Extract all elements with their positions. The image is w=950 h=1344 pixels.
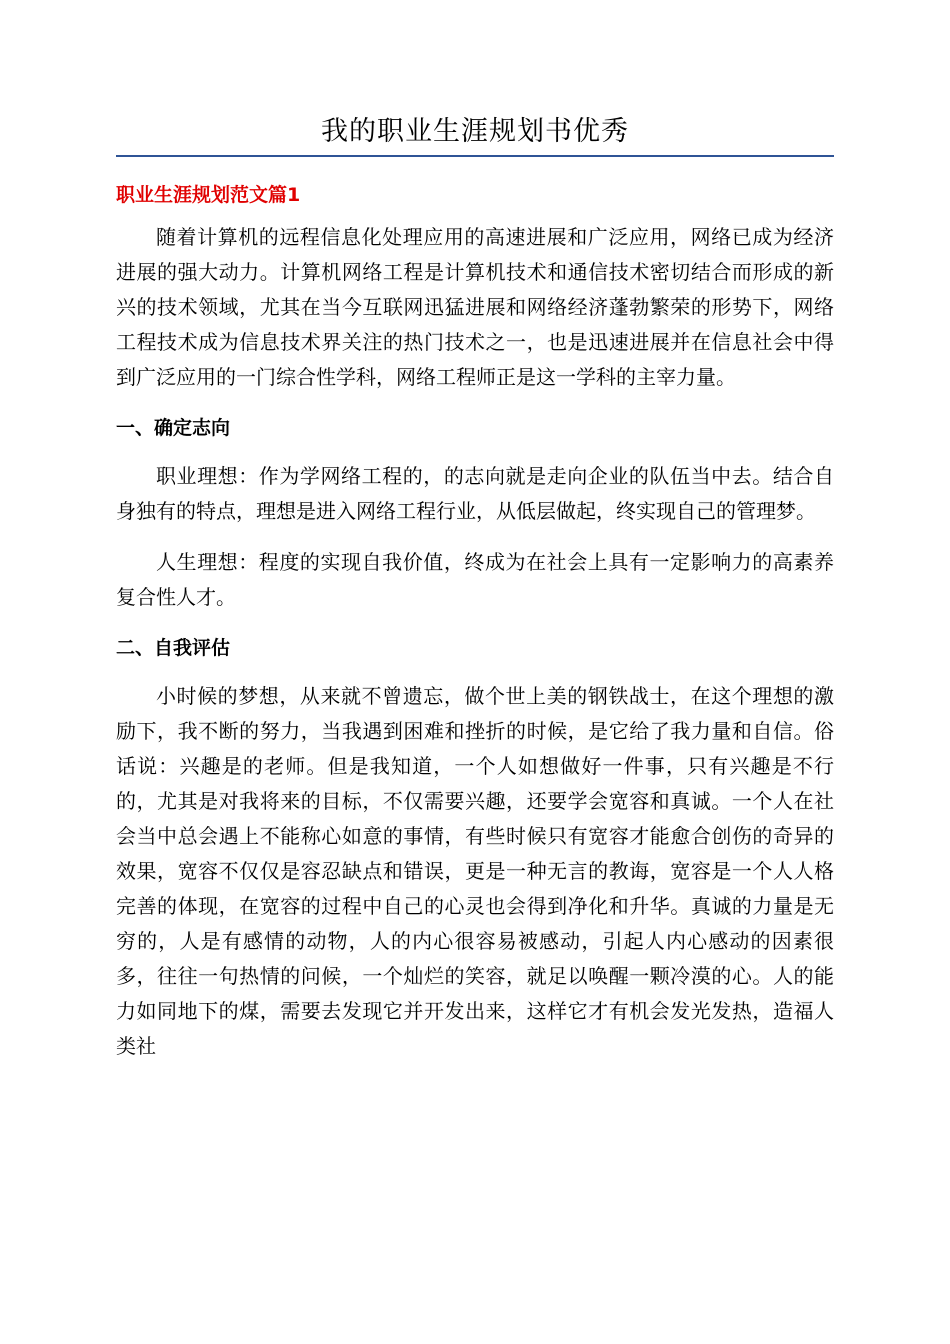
title-underline xyxy=(116,155,834,157)
intro-paragraph: 随着计算机的远程信息化处理应用的高速进展和广泛应用，网络已成为经济进展的强大动力。计算机网络工程是计算机技术和通信技术密切结合而形成的新兴的技术领域，尤其在当今互联网迅猛进展和网络经济蓬勃繁荣的形势下，网络工程技术成为信息技术界关注的热门技术之一，也是迅速进展并在信息社会中得到广泛应用的一门综合性学科，网络工程师正是这一学科的主宰力量。 xyxy=(116,225,834,389)
article-heading: 职业生涯规划范文篇1 xyxy=(116,184,301,206)
document-page xyxy=(116,0,834,1064)
section-heading-self-assessment: 二、自我评估 xyxy=(116,637,231,659)
life-ideal-paragraph: 人生理想：程度的实现自我价值，终成为在社会上具有一定影响力的高素养复合性人才。 xyxy=(116,550,834,609)
section-heading-goal: 一、确定志向 xyxy=(116,417,231,439)
career-ideal-paragraph: 职业理想：作为学网络工程的，的志向就是走向企业的队伍当中去。结合自身独有的特点，理想是进入网络工程行业，从低层做起，终实现自己的管理梦。 xyxy=(116,464,834,523)
document-title: 我的职业生涯规划书优秀 xyxy=(321,116,629,147)
self-assessment-paragraph: 小时候的梦想，从来就不曾遗忘，做个世上美的钢铁战士，在这个理想的激励下，我不断的努力，当我遇到困难和挫折的时候，是它给了我力量和自信。俗话说：兴趣是的老师。但是我知道，一个人如想做好一件事，只有兴趣是不行的，尤其是对我将来的目标，不仅需要兴趣，还要学会宽容和真诚。一个人在社会当中总会遇上不能称心如意的事情，有些时候只有宽容才能愈合创伤的奇异的效果，宽容不仅仅是容忍缺点和错误，更是一种无言的教诲，宽容是一个人人格完善的体现，在宽容的过程中自己的心灵也会得到净化和升华。真诚的力量是无穷的，人是有感情的动物，人的内心很容易被感动，引起人内心感动的因素很多，往往一句热情的问候，一个灿烂的笑容，就足以唤醒一颗冷漠的心。人的能力如同地下的煤，需要去发现它并开发出来，这样它才有机会发光发热，造福人类社 xyxy=(116,684,834,1058)
